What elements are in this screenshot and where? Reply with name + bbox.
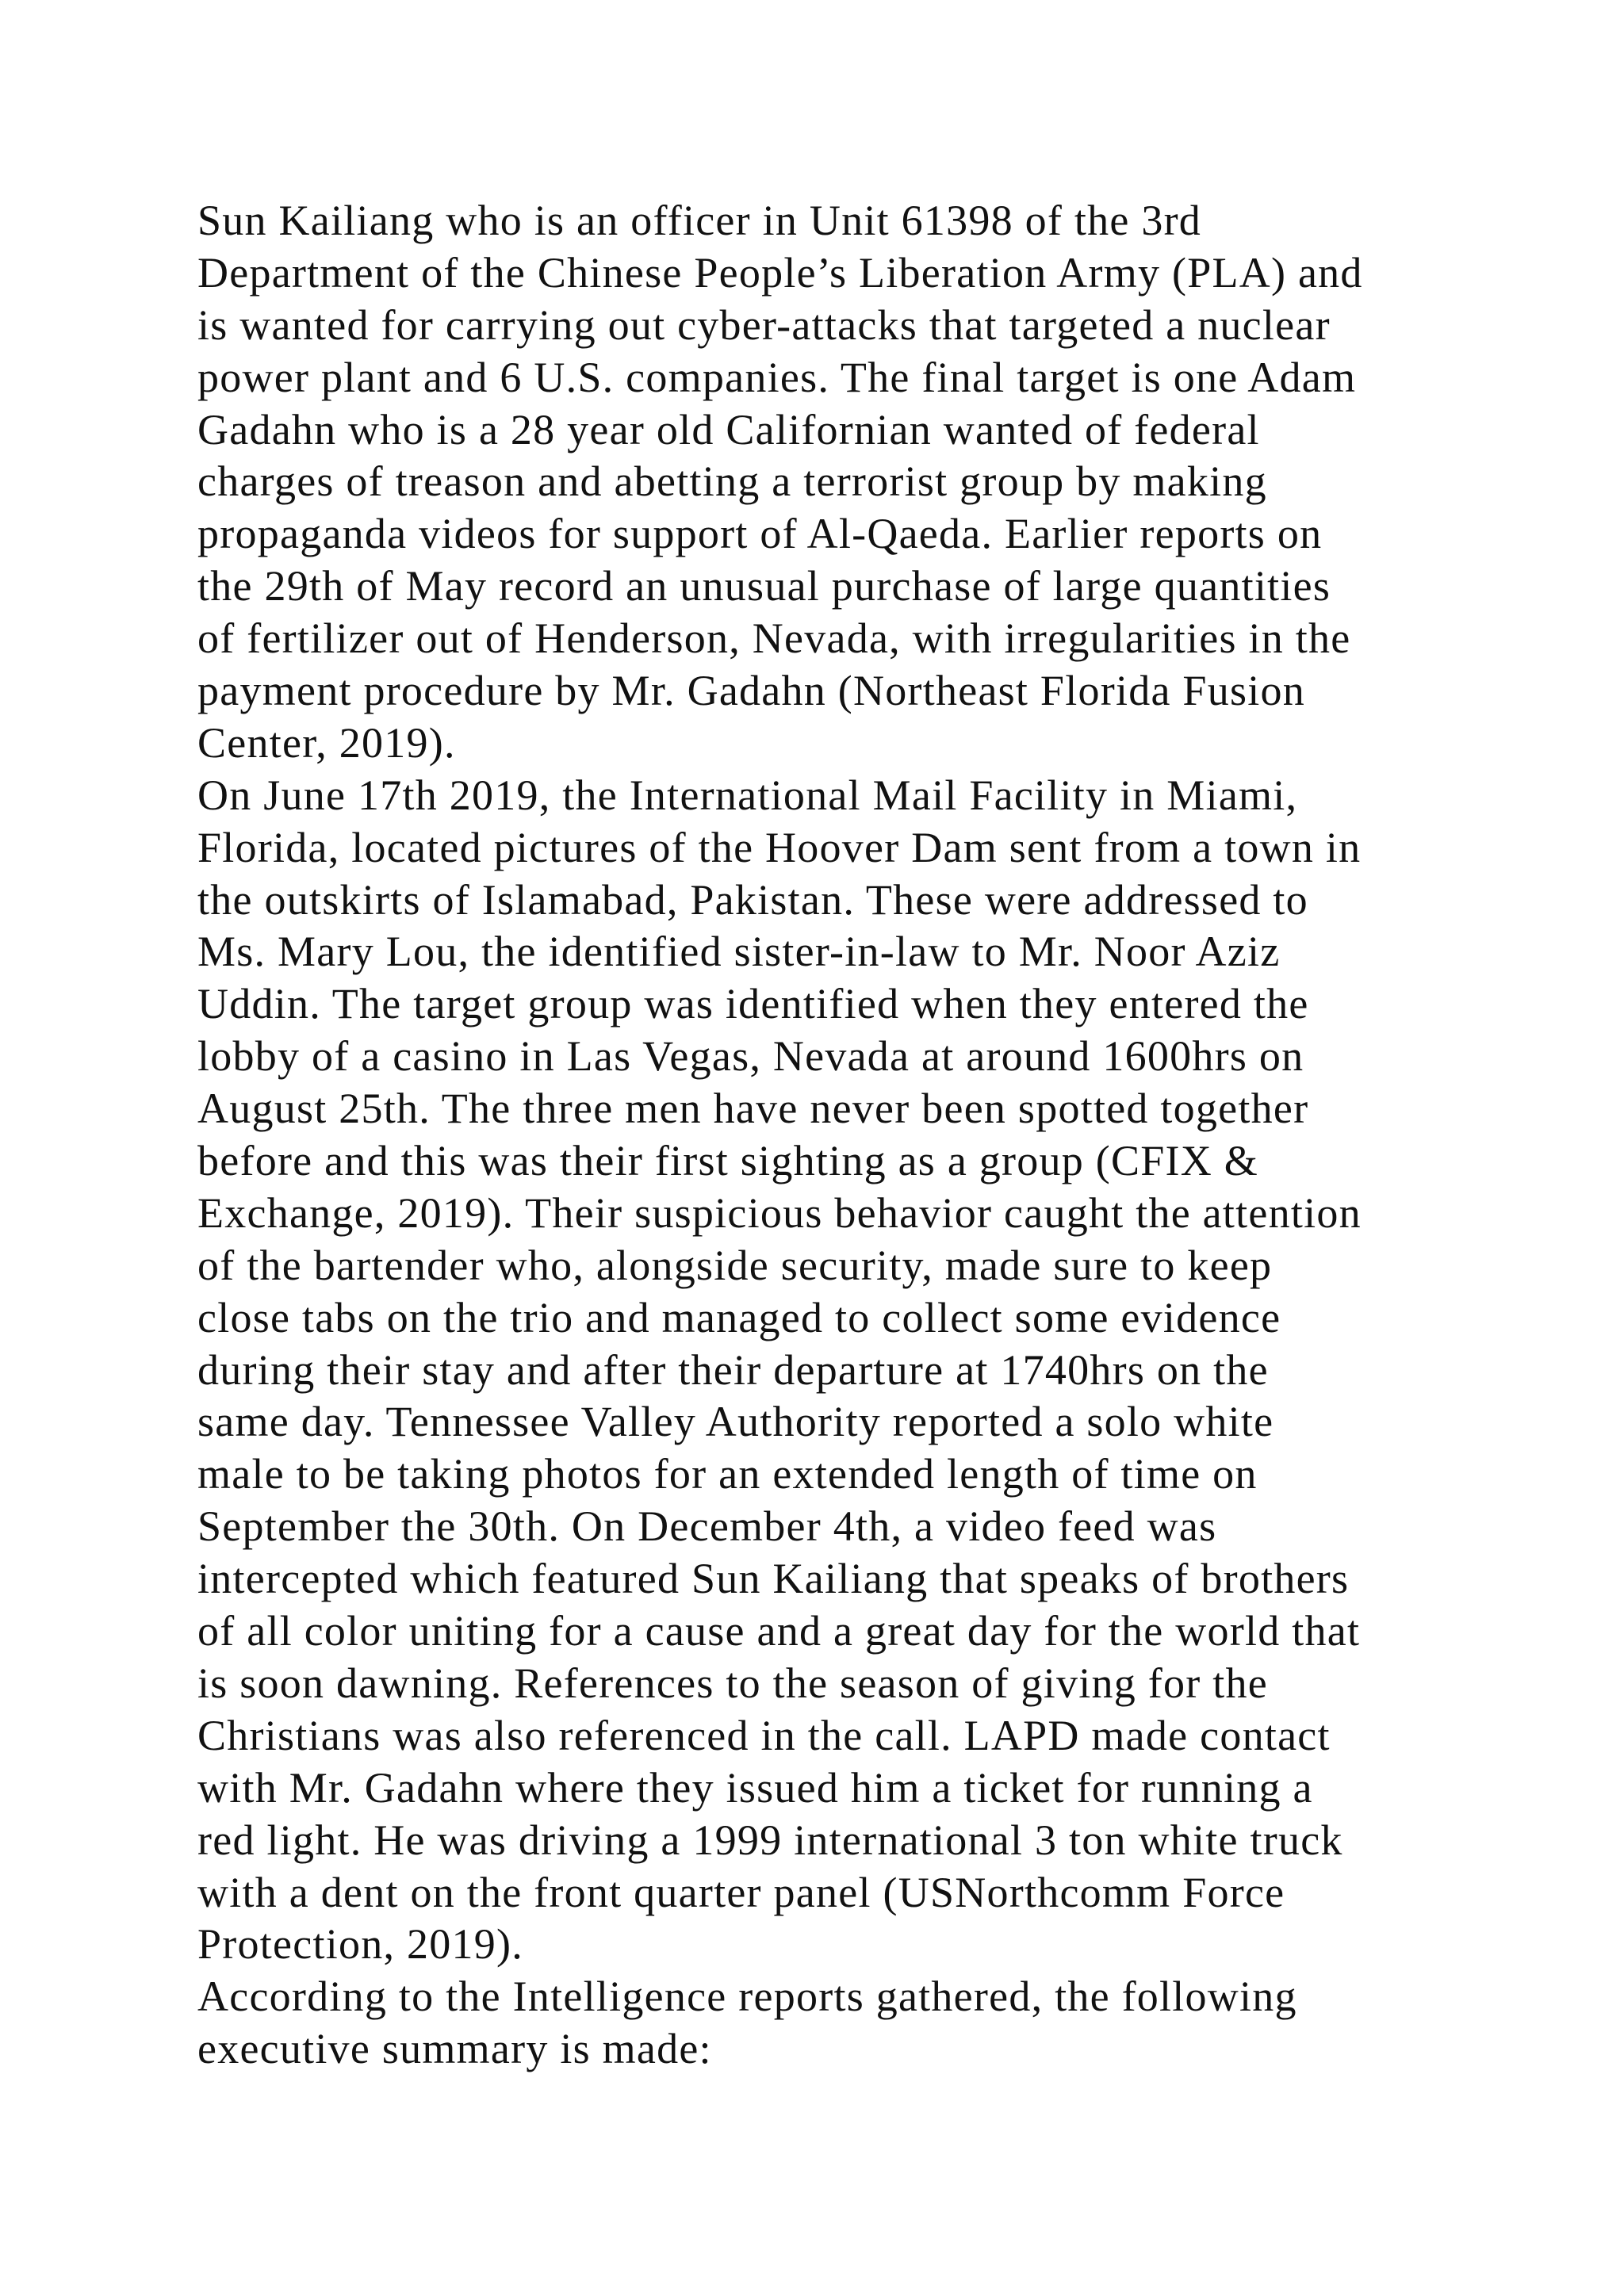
text-line: before and this was their first sighting as a group (CFIX & [197, 1137, 1259, 1185]
text-line: is soon dawning. References to the season of giving for the [197, 1659, 1268, 1707]
text-line: of fertilizer out of Henderson, Nevada, with irregularities in the [197, 614, 1351, 663]
text-line: propaganda videos for support of Al-Qaeda. Earlier reports on [197, 510, 1323, 558]
text-line: the 29th of May record an unusual purchase of large quantities [197, 562, 1331, 610]
text-line: August 25th. The three men have never been spotted together [197, 1085, 1309, 1133]
text-line: payment procedure by Mr. Gadahn (Northeast Florida Fusion [197, 667, 1305, 715]
text-line: Center, 2019). [197, 718, 456, 767]
text-line: the outskirts of Islamabad, Pakistan. These were addressed to [197, 875, 1308, 924]
text-line: Florida, located pictures of the Hoover Dam sent from a town in [197, 823, 1362, 871]
text-line: with Mr. Gadahn where they issued him a ticket for running a [197, 1763, 1313, 1812]
text-line: Exchange, 2019). Their suspicious behavior caught the attention [197, 1188, 1362, 1237]
text-line: Uddin. The target group was identified when they entered the [197, 980, 1309, 1028]
text-line: executive summary is made: [197, 2025, 712, 2073]
text-line: red light. He was driving a 1999 international 3 ton white truck [197, 1816, 1343, 1864]
text-line: Ms. Mary Lou, the identified sister-in-law to Mr. Noor Aziz [197, 928, 1281, 976]
text-line: intercepted which featured Sun Kailiang that speaks of brothers [197, 1555, 1350, 1603]
text-line: lobby of a casino in Las Vegas, Nevada at around 1600hrs on [197, 1032, 1304, 1081]
text-line: charges of treason and abetting a terrorist group by making [197, 457, 1267, 506]
document-body [197, 195, 1466, 2076]
text-line: is wanted for carrying out cyber-attacks that targeted a nuclear [197, 300, 1331, 349]
text-line: male to be taking photos for an extended length of time on [197, 1450, 1258, 1498]
text-line: According to the Intelligence reports gathered, the following [197, 1973, 1297, 2021]
text-line: same day. Tennessee Valley Authority reported a solo white [197, 1398, 1274, 1446]
text-line: with a dent on the front quarter panel (USNorthcomm Force [197, 1868, 1285, 1916]
text-line: On June 17th 2019, the International Mail Facility in Miami, [197, 771, 1298, 819]
text-line: of the bartender who, alongside security, made sure to keep [197, 1241, 1273, 1289]
text-line: close tabs on the trio and managed to collect some evidence [197, 1293, 1281, 1341]
text-line: Sun Kailiang who is an officer in Unit 61398 of the 3rd [197, 197, 1202, 244]
text-line: Protection, 2019). [197, 1920, 523, 1969]
text-line: power plant and 6 U.S. companies. The final target is one Adam [197, 353, 1357, 401]
text-line: Department of the Chinese People’s Liberation Army (PLA) and [197, 248, 1363, 297]
text-line: Gadahn who is a 28 year old Californian wanted of federal [197, 405, 1260, 453]
text-line: September the 30th. On December 4th, a video feed was [197, 1502, 1217, 1551]
text-line: of all color uniting for a cause and a great day for the world that [197, 1607, 1361, 1655]
text-line: Christians was also referenced in the call. LAPD made contact [197, 1711, 1331, 1759]
text-line: during their stay and after their departure at 1740hrs on the [197, 1345, 1269, 1394]
